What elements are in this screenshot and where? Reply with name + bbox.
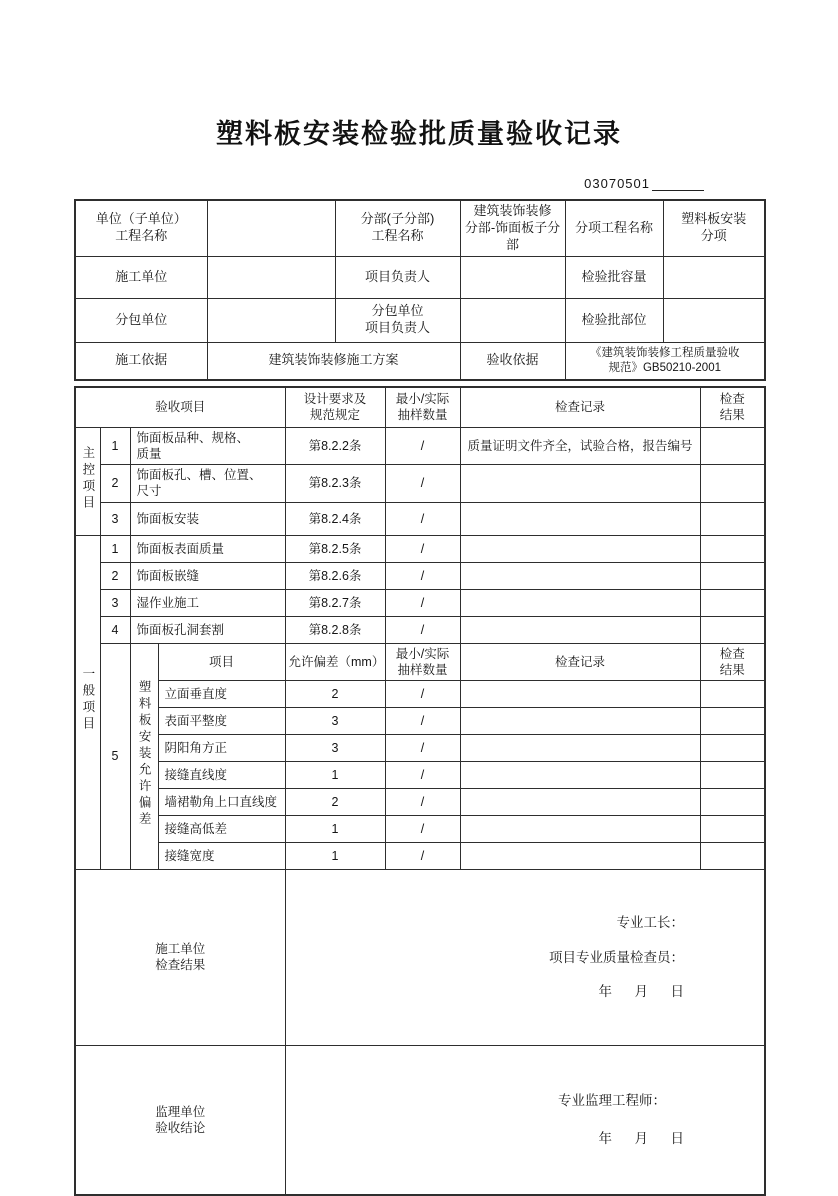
deviation-tolerance: 2 [285, 681, 385, 708]
item-record [460, 502, 700, 535]
header-check-record: 检查记录 [460, 387, 700, 427]
supervision-conclusion-cell [285, 1045, 765, 1195]
item-result [700, 562, 765, 589]
item-requirement: 第8.2.2条 [285, 427, 385, 465]
deviation-sampling: / [385, 762, 460, 789]
construction-check-cell [285, 870, 765, 1046]
item-sampling: / [385, 562, 460, 589]
deviation-row-number: 5 [100, 643, 130, 870]
deviation-result [700, 762, 765, 789]
deviation-item: 阴阳角方正 [158, 735, 285, 762]
deviation-item: 立面垂直度 [158, 681, 285, 708]
acceptance-basis-label: 验收依据 [460, 342, 565, 380]
subdivision-label: 分部(子分部) 工程名称 [335, 200, 460, 256]
table-row [75, 256, 765, 298]
deviation-sampling: / [385, 735, 460, 762]
table-row [75, 387, 765, 427]
table-row [75, 708, 765, 735]
deviation-tolerance: 3 [285, 735, 385, 762]
construction-basis-label: 施工依据 [75, 342, 207, 380]
batch-location-label: 检验批部位 [565, 298, 663, 342]
deviation-result [700, 843, 765, 870]
acceptance-basis-value: 《建筑装饰装修工程质量验收 规范》GB50210-2001 [565, 342, 765, 380]
deviation-sampling: / [385, 843, 460, 870]
deviation-header-record: 检查记录 [460, 643, 700, 681]
deviation-sampling: / [385, 789, 460, 816]
deviation-record [460, 762, 700, 789]
row-number: 1 [100, 427, 130, 465]
unit-project-label: 单位（子单位） 工程名称 [75, 200, 207, 256]
table-row [75, 298, 765, 342]
table-row [75, 502, 765, 535]
deviation-record [460, 681, 700, 708]
deviation-group-label [130, 643, 158, 870]
construction-unit-value [207, 256, 335, 298]
deviation-item: 表面平整度 [158, 708, 285, 735]
item-requirement: 第8.2.6条 [285, 562, 385, 589]
deviation-result [700, 735, 765, 762]
table-row [75, 762, 765, 789]
project-leader-label: 项目负责人 [335, 256, 460, 298]
table-row [75, 342, 765, 380]
deviation-group-text: 塑料板安装允许偏差 [137, 680, 152, 829]
item-name: 饰面板嵌缝 [130, 562, 285, 589]
deviation-item: 墙裙勒角上口直线度 [158, 789, 285, 816]
deviation-record [460, 843, 700, 870]
item-result [700, 589, 765, 616]
table-row [75, 589, 765, 616]
row-number: 2 [100, 562, 130, 589]
deviation-result [700, 816, 765, 843]
item-name: 饰面板孔洞套割 [130, 616, 285, 643]
supervision-engineer-line: 专业监理工程师： [558, 1092, 667, 1108]
header-acceptance-items: 验收项目 [75, 387, 285, 427]
item-requirement: 第8.2.8条 [285, 616, 385, 643]
form-page [74, 0, 764, 1196]
project-leader-value [460, 256, 565, 298]
table-row [75, 681, 765, 708]
construction-unit-label: 施工单位 [75, 256, 207, 298]
table-row [75, 562, 765, 589]
item-sampling: / [385, 589, 460, 616]
supervision-conclusion-label: 监理单位 验收结论 [75, 1045, 285, 1195]
deviation-header-result: 检查 结果 [700, 643, 765, 681]
deviation-sampling: / [385, 708, 460, 735]
deviation-record [460, 708, 700, 735]
row-number: 3 [100, 502, 130, 535]
professional-foreman-line: 专业工长： [616, 915, 685, 931]
table-row [75, 816, 765, 843]
deviation-result [700, 681, 765, 708]
item-sampling: / [385, 465, 460, 503]
page-title: 塑料板安装检验批质量验收记录 [216, 119, 622, 149]
subcontractor-value [207, 298, 335, 342]
table-row [75, 200, 765, 256]
header-design-requirement: 设计要求及 规范规定 [285, 387, 385, 427]
deviation-item: 接缝宽度 [158, 843, 285, 870]
row-number: 1 [100, 535, 130, 562]
item-record [460, 562, 700, 589]
table-row [75, 616, 765, 643]
table-row [75, 643, 765, 681]
item-requirement: 第8.2.3条 [285, 465, 385, 503]
item-sampling: / [385, 616, 460, 643]
item-result [700, 616, 765, 643]
construction-sign-block [286, 886, 765, 1028]
subitem-label: 分项工程名称 [565, 200, 663, 256]
item-result [700, 427, 765, 465]
item-record [460, 535, 700, 562]
quality-inspector-line: 项目专业质量检查员： [549, 949, 685, 965]
deviation-result [700, 789, 765, 816]
item-record [460, 589, 700, 616]
item-name: 饰面板品种、规格、 质量 [130, 427, 285, 465]
main-control-group-text: 主控项目 [80, 446, 95, 513]
deviation-tolerance: 1 [285, 816, 385, 843]
item-result [700, 465, 765, 503]
row-number: 2 [100, 465, 130, 503]
project-info-table [74, 199, 766, 381]
item-result [700, 502, 765, 535]
form-number: 03070501 [584, 176, 650, 191]
deviation-record [460, 816, 700, 843]
supervision-date-line: 年 月 日 [598, 1131, 685, 1147]
table-row [75, 870, 765, 1046]
row-number: 4 [100, 616, 130, 643]
supervision-sign-block [286, 1062, 765, 1178]
item-name: 饰面板安装 [130, 502, 285, 535]
batch-capacity-label: 检验批容量 [565, 256, 663, 298]
item-sampling: / [385, 502, 460, 535]
table-row [75, 735, 765, 762]
table-row [75, 789, 765, 816]
deviation-tolerance: 1 [285, 762, 385, 789]
deviation-header-tolerance: 允许偏差（mm） [285, 643, 385, 681]
item-record [460, 465, 700, 503]
row-number: 3 [100, 589, 130, 616]
table-row [75, 427, 765, 465]
inspection-table [74, 386, 766, 1196]
item-result [700, 535, 765, 562]
form-number-blank-line [652, 175, 704, 191]
subcontractor-leader-value [460, 298, 565, 342]
deviation-header-item: 项目 [158, 643, 285, 681]
item-requirement: 第8.2.7条 [285, 589, 385, 616]
construction-basis-value: 建筑装饰装修施工方案 [207, 342, 460, 380]
header-check-result: 检查 结果 [700, 387, 765, 427]
construction-check-label: 施工单位 检查结果 [75, 870, 285, 1046]
batch-location-value [663, 298, 765, 342]
deviation-record [460, 789, 700, 816]
header-sampling-quantity: 最小/实际 抽样数量 [385, 387, 460, 427]
item-record [460, 616, 700, 643]
table-row [75, 535, 765, 562]
deviation-result [700, 708, 765, 735]
deviation-tolerance: 1 [285, 843, 385, 870]
deviation-record [460, 735, 700, 762]
batch-capacity-value [663, 256, 765, 298]
deviation-tolerance: 3 [285, 708, 385, 735]
deviation-sampling: / [385, 816, 460, 843]
construction-date-line: 年 月 日 [598, 984, 685, 1000]
item-sampling: / [385, 535, 460, 562]
item-name: 饰面板表面质量 [130, 535, 285, 562]
unit-project-value [207, 200, 335, 256]
item-requirement: 第8.2.5条 [285, 535, 385, 562]
deviation-tolerance: 2 [285, 789, 385, 816]
subdivision-value: 建筑装饰装修 分部-饰面板子分部 [460, 200, 565, 256]
deviation-item: 接缝高低差 [158, 816, 285, 843]
general-group-label [75, 535, 100, 870]
table-row [75, 843, 765, 870]
deviation-item: 接缝直线度 [158, 762, 285, 789]
general-group-text: 一般项目 [80, 667, 95, 734]
item-name: 饰面板孔、槽、位置、 尺寸 [130, 465, 285, 503]
item-requirement: 第8.2.4条 [285, 502, 385, 535]
table-row [75, 1045, 765, 1195]
deviation-sampling: / [385, 681, 460, 708]
subcontractor-leader-label: 分包单位 项目负责人 [335, 298, 460, 342]
subitem-value: 塑料板安装 分项 [663, 200, 765, 256]
item-name: 湿作业施工 [130, 589, 285, 616]
item-sampling: / [385, 427, 460, 465]
item-record: 质量证明文件齐全，试验合格，报告编号 [460, 427, 700, 465]
table-row [75, 465, 765, 503]
form-number-row [74, 175, 764, 197]
subcontractor-label: 分包单位 [75, 298, 207, 342]
main-control-group-label [75, 427, 100, 535]
deviation-header-sampling: 最小/实际 抽样数量 [385, 643, 460, 681]
